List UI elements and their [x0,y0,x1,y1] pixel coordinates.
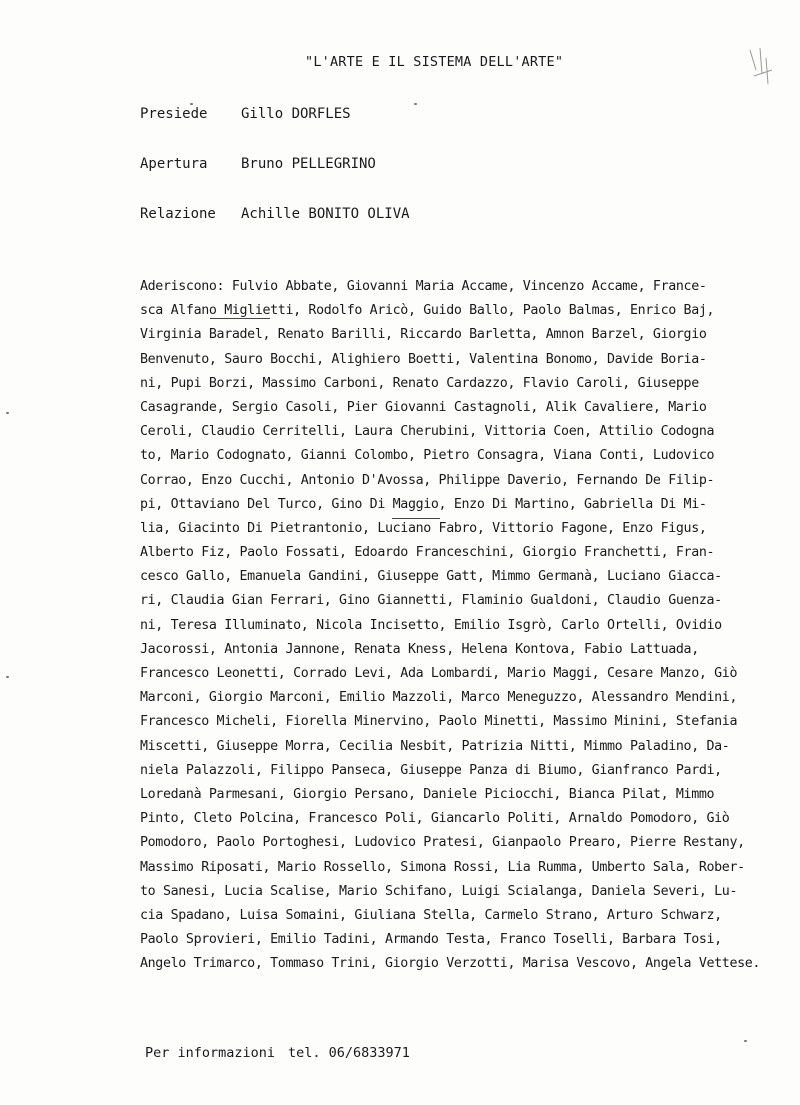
adherents-line: sca Alfano Miglietti, Rodolfo Aricò, Guido Ballo, Paolo Balmas, Enrico Baj, [140,303,715,319]
scan-speck [190,103,193,105]
role-name-presiede: Gillo DORFLES [241,106,351,122]
role-label-apertura: Apertura [140,156,208,172]
adherents-line: Benvenuto, Sauro Bocchi, Alighiero Boetti, Valentina Bonomo, Davide Boria- [140,351,707,367]
adherents-line: ri, Claudia Gian Ferrari, Gino Giannetti, Flaminio Gualdoni, Claudio Guenza- [140,593,722,609]
adherents-line: niela Palazzoli, Filippo Panseca, Giuseppe Panza di Biumo, Gianfranco Pardi, [140,762,722,778]
adherents-line: Casagrande, Sergio Casoli, Pier Giovanni Castagnoli, Alik Cavaliere, Mario [140,399,707,415]
adherents-line: Alberto Fiz, Paolo Fossati, Edoardo Franceschini, Giorgio Franchetti, Fran- [140,545,715,561]
role-name-apertura: Bruno PELLEGRINO [241,156,376,172]
adherents-paragraph [140,275,790,976]
scan-speck [744,1040,747,1042]
adherents-line: Marconi, Giorgio Marconi, Emilio Mazzoli, Marco Meneguzzo, Alessandro Mendini, [140,690,738,706]
scan-speck [6,412,9,414]
margin-scribble-mark [742,40,782,100]
scan-speck [414,103,417,105]
adherents-line: Corrao, Enzo Cucchi, Antonio D'Avossa, Philippe Daverio, Fernando De Filip- [140,472,715,488]
adherents-line: pi, Ottaviano Del Turco, Gino Di Maggio, Enzo Di Martino, Gabriella Di Mi- [140,496,707,512]
adherents-line: Miscetti, Giuseppe Morra, Cecilia Nesbit, Patrizia Nitti, Mimmo Paladino, Da- [140,738,730,754]
adherents-line: Pomodoro, Paolo Portoghesi, Ludovico Pratesi, Gianpaolo Prearo, Pierre Restany, [140,835,745,851]
adherents-line: Massimo Riposati, Mario Rossello, Simona Rossi, Lia Rumma, Umberto Sala, Rober- [140,859,745,875]
pen-underline-mark [392,518,440,519]
footer-phone: tel. 06/6833971 [288,1045,410,1061]
adherents-line: Paolo Sprovieri, Emilio Tadini, Armando Testa, Franco Toselli, Barbara Tosi, [140,932,722,948]
adherents-line: Loredanà Parmesani, Giorgio Persano, Daniele Piciocchi, Bianca Pilat, Mimmo [140,786,715,802]
adherents-line: ni, Teresa Illuminato, Nicola Incisetto, Emilio Isgrò, Carlo Ortelli, Ovidio [140,617,722,633]
role-label-presiede: Presiede [140,106,208,122]
adherents-line: Francesco Leonetti, Corrado Levi, Ada Lombardi, Mario Maggi, Cesare Manzo, Giò [140,666,738,681]
footer-info-label: Per informazioni [145,1045,276,1061]
adherents-line: Aderiscono: Fulvio Abbate, Giovanni Maria Accame, Vincenzo Accame, France- [140,279,707,294]
scan-speck [6,676,9,678]
adherents-line: lia, Giacinto Di Pietrantonio, Luciano Fabro, Vittorio Fagone, Enzo Figus, [140,520,707,536]
adherents-line: to Sanesi, Lucia Scalise, Mario Schifano, Luigi Scialanga, Daniela Severi, Lu- [140,883,738,899]
adherents-line: cia Spadano, Luisa Somaini, Giuliana Stella, Carmelo Strano, Arturo Schwarz, [140,907,722,923]
adherents-line: Virginia Baradel, Renato Barilli, Riccardo Barletta, Amnon Barzel, Giorgio [140,327,707,343]
adherents-line: Ceroli, Claudio Cerritelli, Laura Cherubini, Vittoria Coen, Attilio Codogna [140,424,715,440]
adherents-line: Jacorossi, Antonia Jannone, Renata Kness, Helena Kontova, Fabio Lattuada, [140,641,699,657]
adherents-line: ni, Pupi Borzi, Massimo Carboni, Renato Cardazzo, Flavio Caroli, Giuseppe [140,375,699,391]
role-name-relazione: Achille BONITO OLIVA [241,206,410,222]
adherents-line: cesco Gallo, Emanuela Gandini, Giuseppe Gatt, Mimmo Germanà, Luciano Giacca- [140,569,722,585]
adherents-line: to, Mario Codognato, Gianni Colombo, Pietro Consagra, Viana Conti, Ludovico [140,448,715,464]
adherents-line: Pinto, Cleto Polcina, Francesco Poli, Giancarlo Politi, Arnaldo Pomodoro, Giò [140,811,730,827]
role-label-relazione: Relazione [140,206,216,222]
adherents-line: Angelo Trimarco, Tommaso Trini, Giorgio Verzotti, Marisa Vescovo, Angela Vettese. [140,956,761,972]
adherents-line: Francesco Micheli, Fiorella Minervino, Paolo Minetti, Massimo Minini, Stefania [140,714,738,730]
pen-underline-mark [210,318,270,319]
document-title: "L'ARTE E IL SISTEMA DELL'ARTE" [305,54,564,70]
